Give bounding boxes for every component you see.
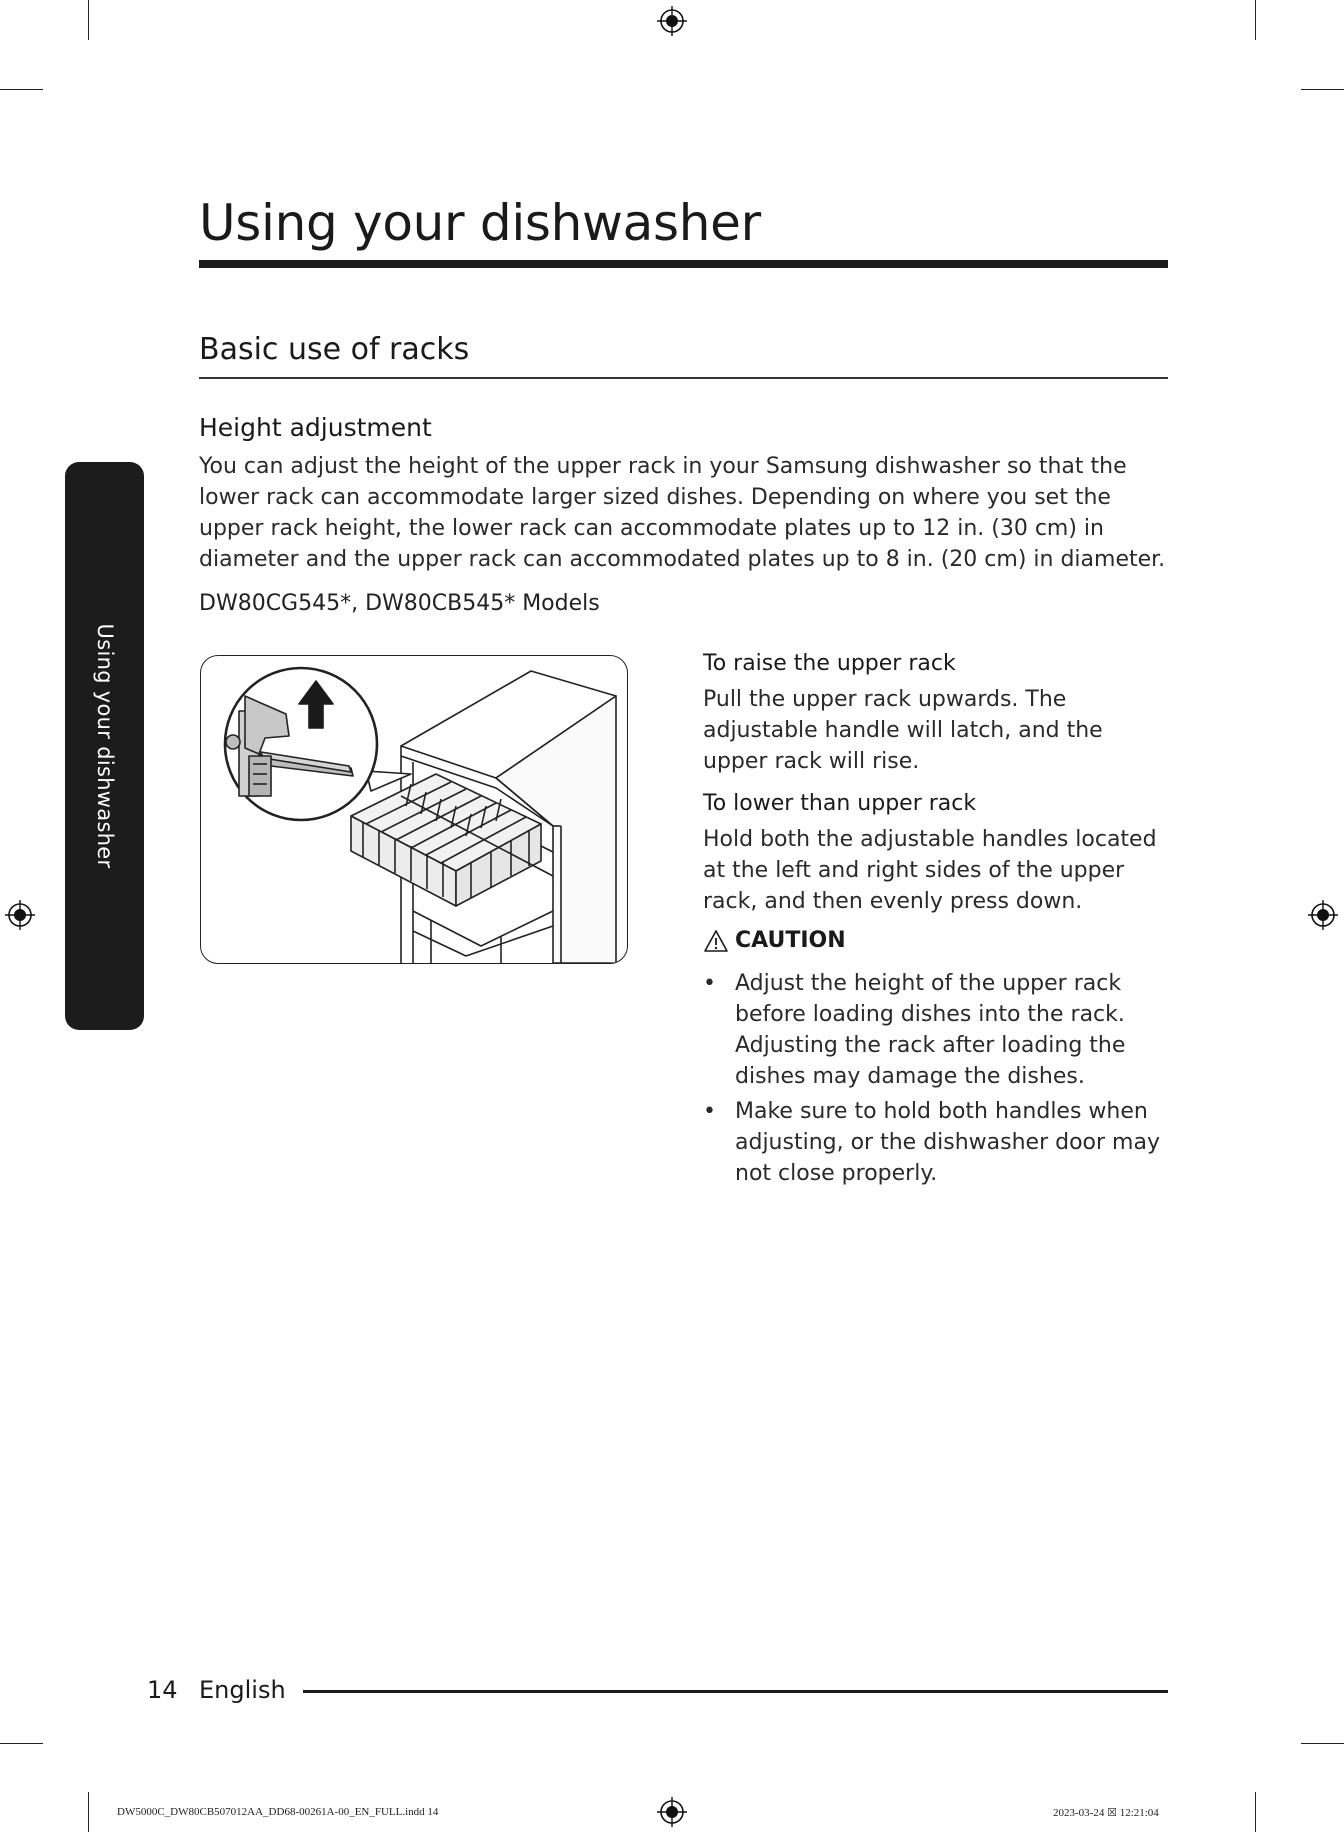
- title-rule: [199, 260, 1168, 268]
- warning-triangle-icon: [703, 929, 729, 953]
- caution-heading: [703, 928, 846, 953]
- registration-mark-icon: [1308, 900, 1338, 930]
- lower-title: To lower than upper rack: [703, 791, 977, 816]
- print-slug-file: DW5000C_DW80CB507012AA_DD68-00261A-00_EN_FULL.indd 14: [117, 1806, 439, 1818]
- print-slug-timestamp: 2023-03-24 ☒ 12:21:04: [1053, 1807, 1159, 1819]
- dishwasher-upper-rack-illustration: [201, 656, 627, 963]
- intro-paragraph: You can adjust the height of the upper rack in your Samsung dishwasher so that the lower rack can accommodate larger sized dishes. Depending on where you set the upper rack height, the lower rack can accommodate plates up to 12 in. (30 cm) in diameter and the upper rack can accommodated plates up to 8 in. (20 cm) in diameter.: [199, 454, 1166, 572]
- lower-section: [703, 791, 1173, 816]
- subsection-title: Height adjustment: [199, 413, 432, 442]
- footer-rule: [303, 1690, 1168, 1693]
- raise-title: To raise the upper rack: [703, 651, 956, 676]
- raise-body-wrap: [703, 684, 1173, 777]
- crop-mark: [1255, 0, 1256, 40]
- caution-item: • Make sure to hold both handles when adjusting, or the dishwasher door may not close properly.: [703, 1096, 1173, 1189]
- crop-mark: [88, 1792, 89, 1832]
- page-title: Using your dishwasher: [199, 194, 761, 252]
- crop-mark: [0, 1743, 43, 1744]
- section-title: Basic use of racks: [199, 332, 470, 367]
- registration-mark-icon: [657, 6, 687, 36]
- crop-mark: [88, 0, 89, 40]
- dishwasher-rack-figure: [200, 655, 628, 964]
- caution-item-text: Make sure to hold both handles when adjusting, or the dishwasher door may not close properly.: [735, 1099, 1160, 1186]
- raise-section: [703, 651, 1173, 676]
- caution-item-text: Adjust the height of the upper rack before loading dishes into the rack. Adjusting the rack after loading the dishes may damage the dishes.: [735, 971, 1126, 1089]
- registration-mark-icon: [5, 900, 35, 930]
- caution-label: CAUTION: [735, 928, 846, 953]
- crop-mark: [1301, 89, 1344, 90]
- caution-item: • Adjust the height of the upper rack before loading dishes into the rack. Adjusting the rack after loading the dishes may damage the dishes.: [703, 968, 1173, 1092]
- crop-mark: [0, 89, 43, 90]
- models-label: DW80CG545*, DW80CB545* Models: [199, 591, 600, 616]
- page-number: 14: [147, 1676, 178, 1704]
- lower-body: Hold both the adjustable handles located at the left and right sides of the upper rack, and then evenly press down.: [703, 827, 1157, 914]
- section-rule: [199, 377, 1168, 379]
- crop-mark: [1255, 1792, 1256, 1832]
- crop-mark: [1301, 1743, 1344, 1744]
- registration-mark-icon: [657, 1797, 687, 1827]
- page-language: English: [199, 1676, 286, 1704]
- side-tab-label: Using your dishwasher: [92, 623, 117, 869]
- raise-body: Pull the upper rack upwards. The adjustable handle will latch, and the upper rack will rise.: [703, 687, 1103, 774]
- lower-body-wrap: [703, 824, 1173, 917]
- side-chapter-tab: [65, 462, 144, 1030]
